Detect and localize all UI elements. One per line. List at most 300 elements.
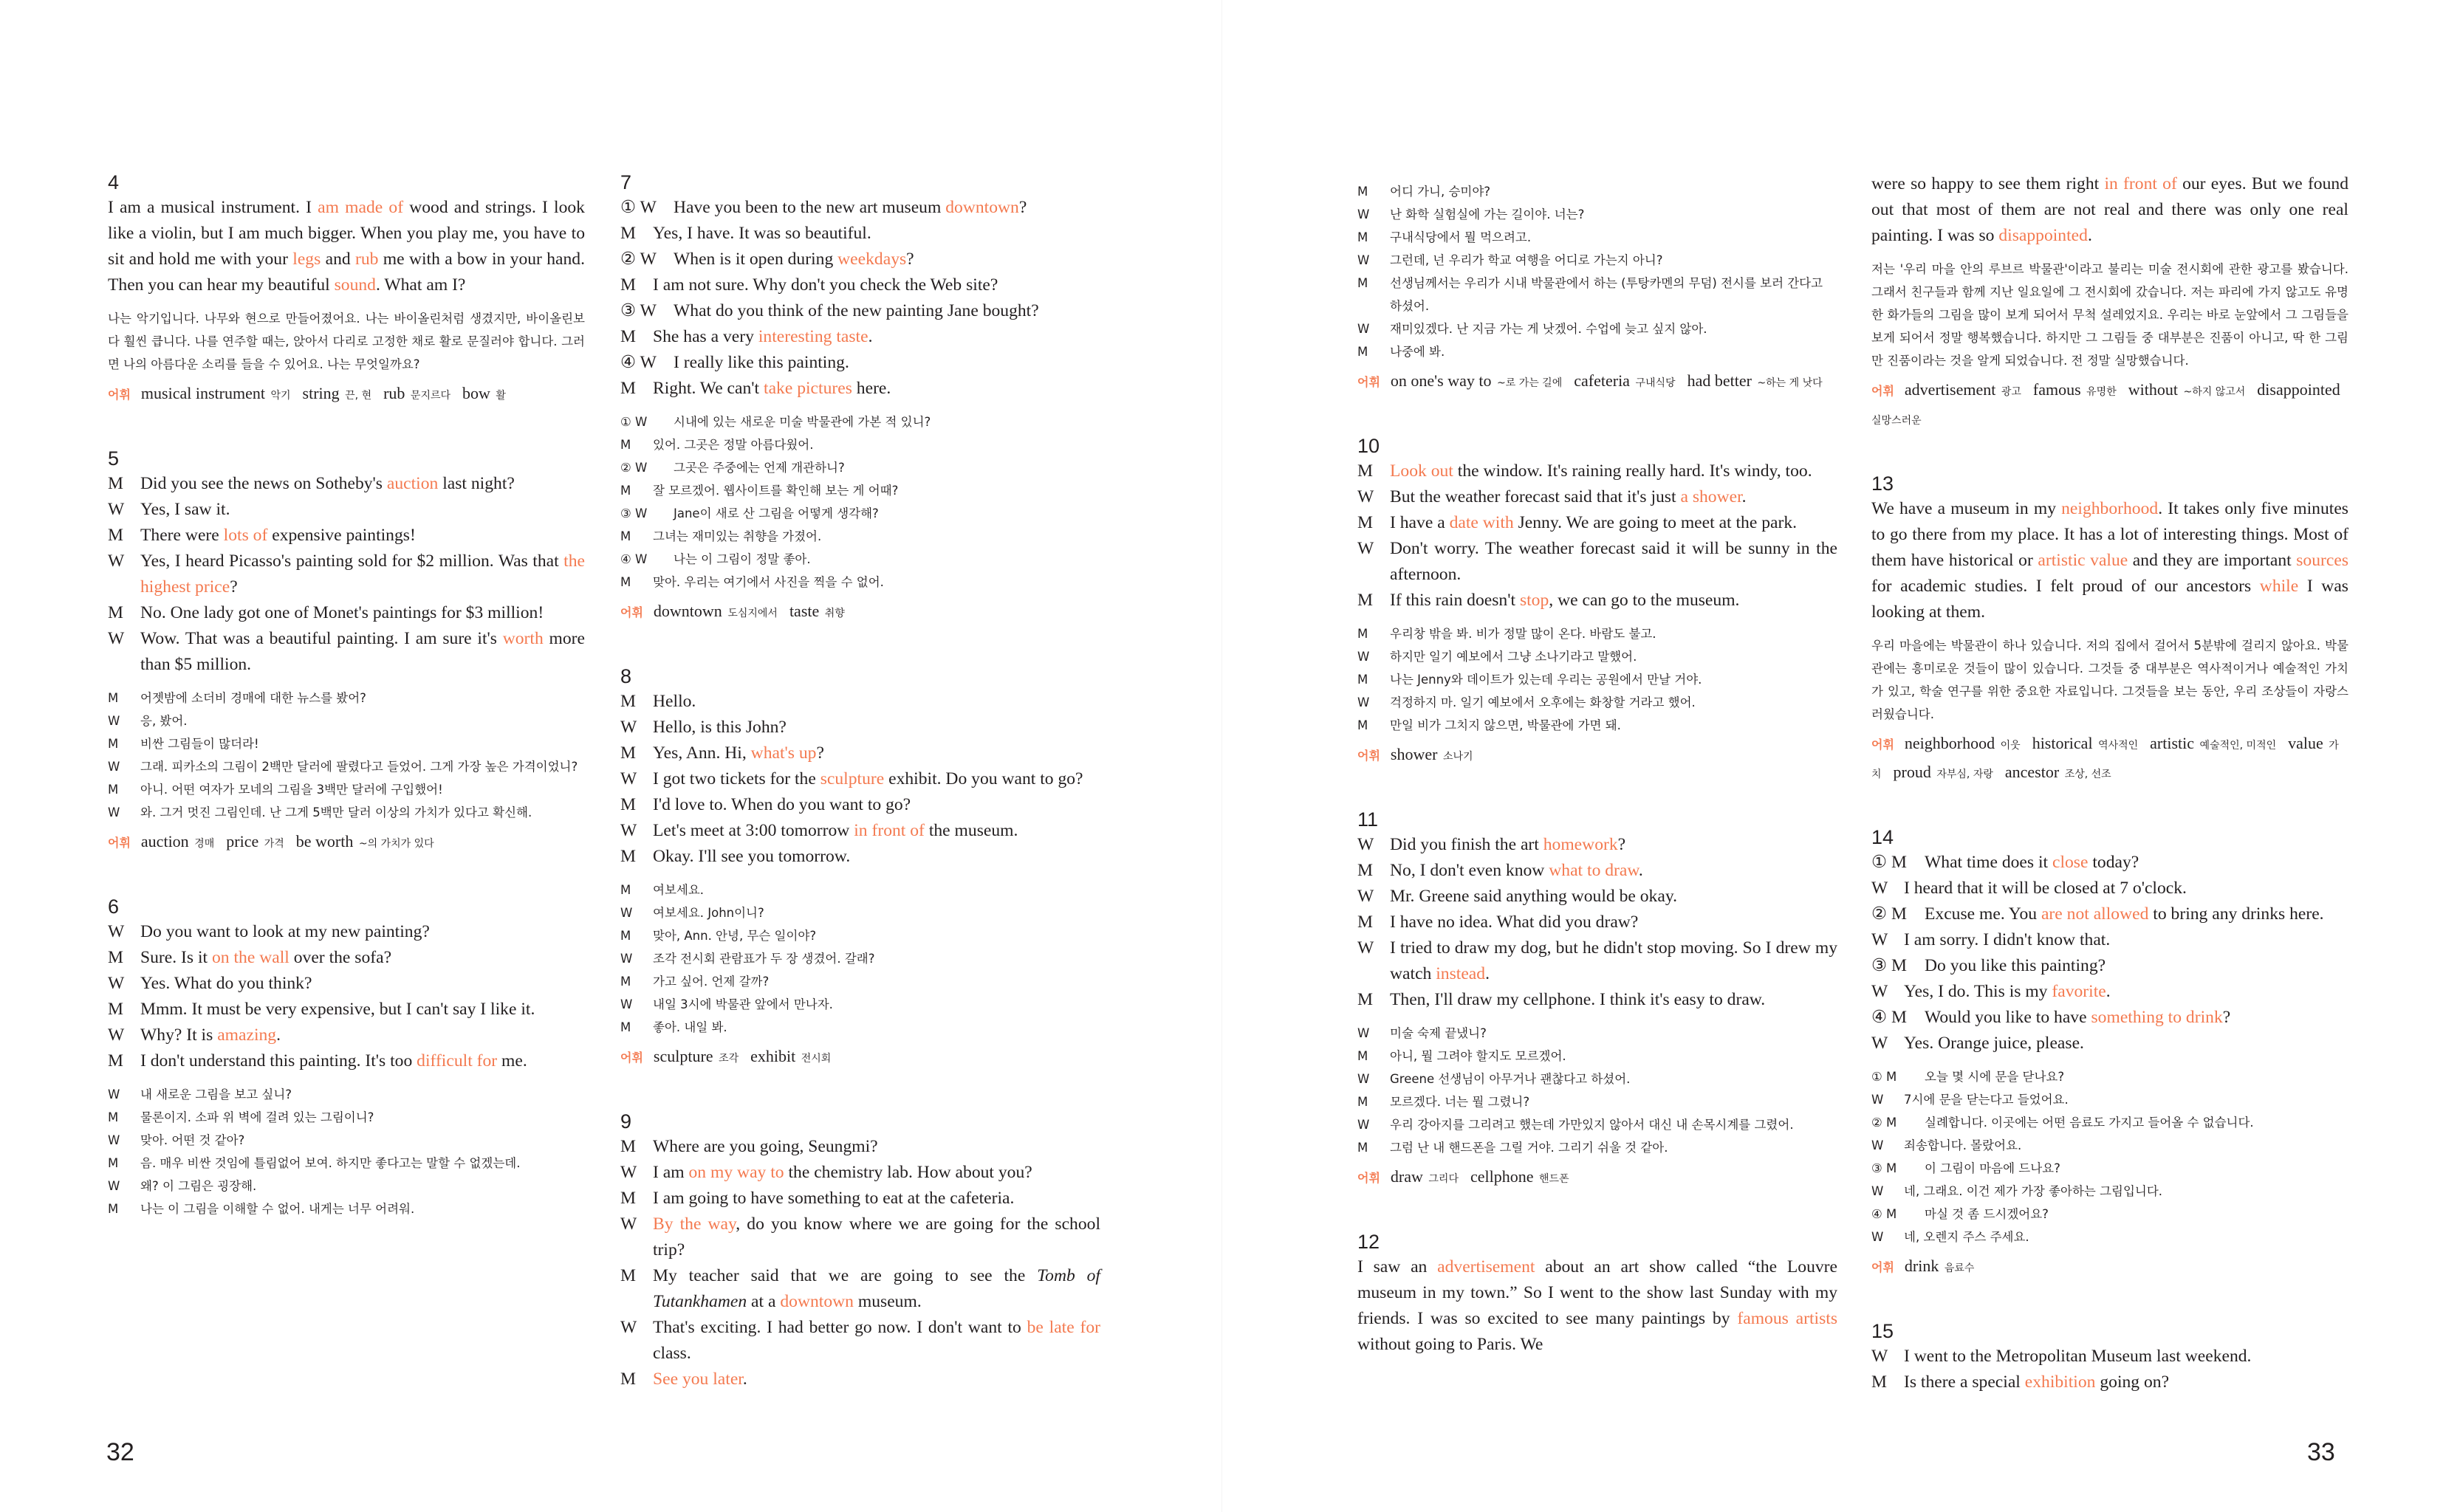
text-run: were so happy to see them right bbox=[1871, 174, 2105, 193]
translation-text: 물론이지. 소파 위 벽에 걸려 있는 그림이니? bbox=[140, 1110, 374, 1124]
speaker-label: W bbox=[1357, 1118, 1370, 1132]
vocab-word: advertisement bbox=[1904, 380, 2000, 399]
dialogue-text bbox=[1390, 510, 1837, 536]
dialogue-text bbox=[653, 766, 1100, 792]
translation-text: 맞아. 우리는 여기에서 사진을 찍을 수 없어. bbox=[653, 575, 884, 589]
translation-text: 나는 Jenny와 데이트가 있는데 우리는 공원에서 만날 거야. bbox=[1390, 673, 1702, 687]
text-run: ? bbox=[816, 743, 824, 763]
vocab-word: artistic bbox=[2150, 734, 2199, 752]
highlighted-phrase: sound bbox=[334, 275, 376, 295]
text-run: Mr. Greene said anything would be okay. bbox=[1390, 887, 1677, 906]
speaker-label: W bbox=[1357, 487, 1374, 506]
text-run: , we can go to the museum. bbox=[1549, 591, 1740, 610]
dialogue-text bbox=[653, 689, 1100, 715]
vocab-meaning: 유명한 bbox=[2086, 386, 2117, 398]
dialogue-text bbox=[674, 350, 1100, 376]
vocab-word: be worth bbox=[295, 832, 357, 850]
text-run: She has a very bbox=[653, 327, 758, 346]
translation-text: 아니, 뭘 그려야 할지도 모르겠어. bbox=[1390, 1049, 1566, 1063]
highlighted-phrase: auction bbox=[386, 474, 439, 493]
vocabulary-list bbox=[1357, 368, 1837, 396]
text-run: Why? It is bbox=[140, 1025, 218, 1045]
question-13 bbox=[1871, 472, 2348, 788]
translation-line bbox=[108, 1197, 585, 1220]
translation-line bbox=[1871, 1157, 2348, 1180]
dialogue-line bbox=[620, 350, 1100, 376]
vocab-word: famous bbox=[2032, 380, 2086, 399]
dialogue-text bbox=[674, 298, 1100, 324]
text-run: I am bbox=[653, 1163, 689, 1182]
dialogue-line bbox=[620, 324, 1100, 350]
dialogue-text bbox=[1904, 1344, 2348, 1370]
text-run: . bbox=[2087, 226, 2092, 245]
translation-text: 모르겠다. 너는 뭘 그렸니? bbox=[1390, 1095, 1530, 1109]
speaker-label: W bbox=[1871, 1184, 1884, 1198]
speaker-label: ① W bbox=[620, 198, 657, 217]
speaker-label: M bbox=[108, 526, 123, 545]
highlighted-phrase: sculpture bbox=[820, 769, 885, 788]
dialogue-line bbox=[1871, 1005, 2348, 1031]
dialogue-text bbox=[1390, 458, 1837, 484]
translation-line bbox=[1357, 668, 1837, 691]
translation-line bbox=[620, 571, 1100, 594]
vocab-meaning: 그리다 bbox=[1428, 1173, 1459, 1185]
speaker-label: M bbox=[1357, 461, 1373, 481]
highlighted-phrase: stop bbox=[1519, 591, 1549, 610]
highlighted-phrase: take pictures bbox=[764, 379, 852, 398]
vocab-meaning: 광고 bbox=[2001, 386, 2021, 398]
translation-line bbox=[1357, 272, 1837, 317]
dialogue-text bbox=[653, 1212, 1100, 1263]
text-run: No, I don't even know bbox=[1390, 861, 1549, 880]
speaker-label: W bbox=[1357, 650, 1370, 664]
text-run: Wow. That was a beautiful painting. I am sure it's bbox=[140, 629, 503, 648]
text-run: the window. It's raining really hard. It's windy, too. bbox=[1453, 461, 1812, 481]
dialogue-line bbox=[620, 1263, 1100, 1315]
translation-text: 이 그림이 마음에 드나요? bbox=[1925, 1161, 2060, 1175]
dialogue-text bbox=[653, 792, 1100, 818]
translation-text: 그럼 난 내 핸드폰을 그릴 거야. 그리기 쉬울 것 같아. bbox=[1390, 1141, 1668, 1155]
highlighted-phrase: in front of bbox=[2104, 174, 2177, 193]
vocab-meaning: 자부심, 자랑 bbox=[1936, 769, 1993, 780]
dialogue-line bbox=[620, 272, 1100, 298]
translation-line bbox=[1357, 340, 1837, 363]
question-9 bbox=[620, 1110, 1100, 1392]
translation-line bbox=[620, 479, 1100, 502]
text-run: Hello, is this John? bbox=[653, 718, 787, 737]
vocab-meaning: 핸드폰 bbox=[1539, 1173, 1569, 1185]
translation-dialogue bbox=[1871, 1065, 2348, 1248]
speaker-label: ③ M bbox=[1871, 1161, 1897, 1175]
page-number-right: 33 bbox=[2307, 1438, 2335, 1466]
speaker-label: W bbox=[108, 629, 125, 648]
text-run: Sure. Is it bbox=[140, 948, 212, 967]
translation-text: 나는 악기입니다. 나무와 현으로 만들어졌어요. 나는 바이올린처럼 생겼지만, 바이올린보다 훨씬 큽니다. 나를 연주할 때는, 앉아서 다리로 고정한 채로 활로 문질러야 합니다. 그러면 나의 아름다운 소리를 들을 수 있어요. 나는 무엇일까요? bbox=[108, 312, 585, 371]
dialogue-line bbox=[1871, 953, 2348, 979]
text-run: . bbox=[1741, 487, 1747, 506]
vocab-word: exhibit bbox=[750, 1047, 800, 1065]
translation-line bbox=[1357, 1113, 1837, 1136]
dialogue-text bbox=[1390, 910, 1837, 935]
question-number: 11 bbox=[1357, 808, 1379, 831]
text-run: That's exciting. I had better go now. I don't want to bbox=[653, 1318, 1027, 1337]
vocab-meaning: 구내식당 bbox=[1635, 377, 1676, 389]
highlighted-phrase: amazing bbox=[217, 1025, 277, 1045]
speaker-label: W bbox=[620, 1163, 637, 1182]
dialogue-text bbox=[1925, 953, 2348, 979]
translation-line bbox=[620, 879, 1100, 901]
vocab-tag: 어휘 bbox=[1871, 738, 1894, 752]
translation-line bbox=[108, 778, 585, 801]
dialogue-line bbox=[108, 471, 585, 497]
translation-text: 좋아. 내일 봐. bbox=[653, 1020, 727, 1034]
translation-line bbox=[620, 548, 1100, 571]
dialogue-text bbox=[1390, 536, 1837, 588]
dialogue-line bbox=[620, 1212, 1100, 1263]
translation-text: 하지만 일기 예보에서 그냥 소나기라고 말했어. bbox=[1390, 650, 1637, 664]
column-1 bbox=[108, 171, 585, 1259]
text-run: I tried to draw my dog, but he didn't stop moving. So I drew my watch bbox=[1390, 938, 1837, 983]
text-run: If this rain doesn't bbox=[1390, 591, 1520, 610]
speaker-label: W bbox=[108, 1133, 120, 1147]
question-10 bbox=[1357, 435, 1837, 770]
text-run: Have you been to the new art museum bbox=[674, 198, 946, 217]
translation-text: 그래. 피카소의 그림이 2백만 달러에 팔렸다고 들었어. 그게 가장 높은 가격이었니? bbox=[140, 760, 578, 774]
vocab-meaning: 음료수 bbox=[1944, 1262, 1975, 1274]
vocab-word: sculpture bbox=[653, 1047, 718, 1065]
speaker-label: M bbox=[620, 1370, 636, 1389]
dialogue-line bbox=[1871, 876, 2348, 901]
vocabulary-list bbox=[1871, 1253, 2348, 1282]
dialogue-text bbox=[140, 945, 585, 971]
speaker-label: M bbox=[1357, 913, 1373, 932]
translation-line bbox=[1357, 645, 1837, 668]
speaker-label: M bbox=[620, 883, 631, 897]
speaker-label: W bbox=[1357, 539, 1374, 558]
highlighted-phrase: disappointed bbox=[1998, 226, 2088, 245]
vocab-word: musical instrument bbox=[140, 384, 270, 402]
dialogue-text bbox=[653, 740, 1100, 766]
vocabulary-list bbox=[108, 828, 585, 857]
dialogue-line bbox=[620, 298, 1100, 324]
text-run: . bbox=[742, 1370, 747, 1389]
translation-text: 여보세요. bbox=[653, 883, 705, 897]
dialogue-text bbox=[1925, 901, 2348, 927]
translation-text: 죄송합니다. 몰랐어요. bbox=[1904, 1138, 2022, 1152]
translation-text: 그녀는 재미있는 취향을 가졌어. bbox=[653, 529, 822, 543]
text-run: Yes. What do you think? bbox=[140, 974, 312, 993]
dialogue-text bbox=[653, 1263, 1100, 1315]
vocab-word: shower bbox=[1390, 745, 1442, 763]
translation-dialogue bbox=[1357, 622, 1837, 737]
question-4 bbox=[108, 171, 585, 409]
translation-line bbox=[1871, 1134, 2348, 1157]
speaker-label: M bbox=[1357, 230, 1368, 244]
text-run: ? bbox=[906, 250, 914, 269]
text-run: for academic studies. I felt proud of our ancestors bbox=[1871, 577, 2260, 596]
speaker-label: W bbox=[108, 1179, 120, 1193]
translation-text: 비싼 그림들이 많더라! bbox=[140, 737, 259, 751]
vocab-meaning: 조각 bbox=[719, 1053, 739, 1065]
translation-line bbox=[620, 433, 1100, 456]
highlighted-phrase: homework bbox=[1543, 835, 1618, 854]
speaker-label: M bbox=[620, 379, 636, 398]
vocab-meaning: 끈, 현 bbox=[345, 390, 372, 402]
text-run: Let's meet at 3:00 tomorrow bbox=[653, 821, 854, 840]
dialogue-text bbox=[653, 1186, 1100, 1212]
dialogue-line bbox=[620, 689, 1100, 715]
speaker-label: M bbox=[108, 1110, 119, 1124]
vocab-word: had better bbox=[1687, 371, 1756, 390]
dialogue-text bbox=[1904, 927, 2348, 953]
translation-text: 만일 비가 그치지 않으면, 박물관에 가면 돼. bbox=[1390, 718, 1621, 732]
speaker-label: M bbox=[620, 1137, 636, 1156]
translation-line bbox=[108, 1152, 585, 1175]
speaker-label: M bbox=[1357, 673, 1368, 687]
speaker-label: ② W bbox=[620, 461, 648, 475]
text-run: more than $5 million. bbox=[140, 629, 585, 674]
translation-line bbox=[1871, 1180, 2348, 1203]
text-run: Yes. Orange juice, please. bbox=[1904, 1034, 2084, 1053]
translation-line bbox=[1357, 226, 1837, 249]
text-run: I heard that it will be closed at 7 o'clock. bbox=[1904, 879, 2187, 898]
text-run: over the sofa? bbox=[289, 948, 392, 967]
translation-line bbox=[620, 456, 1100, 479]
speaker-label: M bbox=[1871, 1372, 1887, 1392]
vocab-word: bow bbox=[462, 384, 495, 402]
highlighted-phrase: See you later bbox=[653, 1370, 743, 1389]
vocab-meaning: 취향 bbox=[824, 608, 845, 619]
dialogue-text bbox=[1925, 850, 2348, 876]
translation-text: 네, 그래요. 이건 제가 가장 좋아하는 그림입니다. bbox=[1904, 1184, 2163, 1198]
dialogue-line bbox=[620, 247, 1100, 272]
translation-line bbox=[108, 1129, 585, 1152]
translation-text: Greene 선생님이 아무거나 괜찮다고 하셨어. bbox=[1390, 1072, 1631, 1086]
speaker-label: W bbox=[108, 1025, 125, 1045]
speaker-label: ② M bbox=[1871, 904, 1908, 924]
translation-line bbox=[620, 947, 1100, 970]
dialogue-text bbox=[653, 1367, 1100, 1392]
dialogue-text bbox=[140, 497, 585, 523]
highlighted-phrase: artistic value bbox=[2038, 551, 2128, 570]
dialogue-line bbox=[620, 221, 1100, 247]
speaker-label: W bbox=[620, 821, 637, 840]
highlighted-phrase: something to drink bbox=[2091, 1008, 2223, 1027]
vocab-word: value bbox=[2288, 734, 2328, 752]
text-run: going on? bbox=[2095, 1372, 2170, 1392]
highlighted-phrase: what to draw bbox=[1549, 861, 1639, 880]
speaker-label: W bbox=[108, 551, 125, 571]
translation-line bbox=[620, 410, 1100, 433]
translation-line bbox=[620, 924, 1100, 947]
translation-line bbox=[108, 1106, 585, 1129]
text-run: Then, I'll draw my cellphone. I think it's easy to draw. bbox=[1390, 990, 1766, 1009]
speaker-label: ② W bbox=[620, 250, 657, 269]
vocab-meaning: ~하지 않고서 bbox=[2183, 386, 2246, 398]
vocabulary-list bbox=[1357, 1164, 1837, 1192]
vocab-tag: 어휘 bbox=[1357, 375, 1380, 389]
dialogue-text bbox=[653, 221, 1100, 247]
translation-line bbox=[1357, 714, 1837, 737]
dialogue-text bbox=[1390, 588, 1837, 614]
text-run: Yes, Ann. Hi, bbox=[653, 743, 751, 763]
dialogue-line bbox=[1871, 850, 2348, 876]
highlighted-phrase: downtown bbox=[945, 198, 1019, 217]
speaker-label: W bbox=[1357, 1072, 1370, 1086]
highlighted-phrase: interesting taste bbox=[758, 327, 868, 346]
text-run: last night? bbox=[438, 474, 515, 493]
speaker-label: M bbox=[620, 1266, 636, 1285]
question-number: 4 bbox=[108, 171, 120, 193]
translation-text: 나는 이 그림을 이해할 수 없어. 내게는 너무 어려워. bbox=[140, 1202, 415, 1216]
dialogue-line bbox=[108, 497, 585, 523]
translation-line bbox=[108, 1083, 585, 1106]
speaker-label: M bbox=[108, 474, 123, 493]
speaker-label: W bbox=[108, 1087, 120, 1102]
speaker-label: M bbox=[620, 975, 631, 989]
vocab-tag: 어휘 bbox=[1357, 749, 1380, 763]
highlighted-phrase: instead bbox=[1436, 964, 1486, 983]
speaker-label: W bbox=[1871, 1347, 1888, 1366]
vocab-word: neighborhood bbox=[1904, 734, 1999, 752]
text-run: our eyes. But we found out that most of them are not real and there was only one real painting. I was so bbox=[1871, 174, 2348, 245]
text-run: I'd love to. When do you want to go? bbox=[653, 795, 911, 814]
vocab-meaning: ~로 가는 길에 bbox=[1496, 377, 1563, 389]
speaker-label: M bbox=[620, 692, 636, 711]
translation-dialogue bbox=[108, 1083, 585, 1220]
speaker-label: W bbox=[1871, 1093, 1884, 1107]
translation-text: 가고 싶어. 언제 갈까? bbox=[653, 975, 770, 989]
translation-text: 구내식당에서 뭘 먹으려고. bbox=[1390, 230, 1532, 244]
text-run: Did you see the news on Sotheby's bbox=[140, 474, 387, 493]
question-number: 14 bbox=[1871, 826, 1894, 848]
monologue-text bbox=[1871, 171, 2348, 249]
question-continued bbox=[1871, 171, 2348, 434]
vocabulary-list bbox=[1871, 377, 2348, 434]
translation-text: 맞아, Ann. 안녕, 무슨 일이야? bbox=[653, 929, 817, 943]
highlighted-phrase: famous artists bbox=[1737, 1309, 1838, 1328]
dialogue-text bbox=[140, 523, 585, 549]
dialogue-line bbox=[1357, 510, 1837, 536]
text-run: Mmm. It must be very expensive, but I can't say I like it. bbox=[140, 1000, 535, 1019]
dialogue-line bbox=[620, 844, 1100, 870]
translation-line bbox=[108, 687, 585, 709]
dialogue-text bbox=[1390, 987, 1837, 1013]
speaker-label: M bbox=[1357, 1049, 1368, 1063]
question-continued bbox=[1357, 180, 1837, 396]
text-run: ? bbox=[1617, 835, 1626, 854]
text-run: . bbox=[1485, 964, 1490, 983]
question-number: 5 bbox=[108, 447, 120, 470]
dialogue-line bbox=[1871, 1031, 2348, 1056]
text-run: ? bbox=[2222, 1008, 2231, 1027]
speaker-label: M bbox=[620, 224, 636, 243]
vocab-tag: 어휘 bbox=[620, 605, 643, 619]
speaker-label: ③ W bbox=[620, 301, 657, 320]
dialogue-line bbox=[620, 715, 1100, 740]
vocab-word: cellphone bbox=[1470, 1167, 1538, 1186]
text-run: here. bbox=[852, 379, 891, 398]
text-run: me. bbox=[497, 1051, 527, 1071]
text-run: . bbox=[276, 1025, 281, 1045]
question-number: 15 bbox=[1871, 1320, 1894, 1342]
dialogue-line bbox=[620, 1367, 1100, 1392]
dialogue-line bbox=[1357, 987, 1837, 1013]
highlighted-phrase: on my way to bbox=[688, 1163, 784, 1182]
speaker-label: W bbox=[620, 1214, 637, 1234]
speaker-label: ④ W bbox=[620, 552, 648, 566]
translation-line bbox=[620, 525, 1100, 548]
highlighted-phrase: Look out bbox=[1390, 461, 1453, 481]
highlighted-phrase: neighborhood bbox=[2061, 499, 2159, 518]
dialogue-text bbox=[1904, 979, 2348, 1005]
highlighted-phrase: By the way bbox=[653, 1214, 736, 1234]
vocab-meaning: 이웃 bbox=[2000, 740, 2021, 752]
translation-line bbox=[620, 993, 1100, 1016]
translation-text: 우리창 밖을 봐. 비가 정말 많이 온다. 바람도 불고. bbox=[1390, 627, 1656, 641]
speaker-label: W bbox=[1357, 938, 1374, 958]
speaker-label: M bbox=[1357, 990, 1373, 1009]
speaker-label: ③ M bbox=[1871, 956, 1908, 975]
text-run: Where are you going, Seungmi? bbox=[653, 1137, 878, 1156]
translation-line bbox=[1357, 1045, 1837, 1068]
text-run: Is there a special bbox=[1904, 1372, 2025, 1392]
vocab-meaning: 악기 bbox=[270, 390, 291, 402]
translation-line bbox=[108, 1175, 585, 1197]
speaker-label: M bbox=[620, 1189, 636, 1208]
speaker-label: W bbox=[1357, 835, 1374, 854]
dialogue-line bbox=[1357, 588, 1837, 614]
speaker-label: M bbox=[620, 1020, 631, 1034]
dialogue-line bbox=[108, 945, 585, 971]
speaker-label: W bbox=[1871, 1138, 1884, 1152]
speaker-label: ① W bbox=[620, 415, 648, 429]
dialogue-text bbox=[1390, 884, 1837, 910]
speaker-label: ④ M bbox=[1871, 1008, 1908, 1027]
speaker-label: M bbox=[620, 929, 631, 943]
highlighted-phrase: be late for bbox=[1027, 1318, 1100, 1337]
highlighted-phrase: weekdays bbox=[837, 250, 907, 269]
dialogue-line bbox=[620, 766, 1100, 792]
dialogue-line bbox=[620, 818, 1100, 844]
column-3 bbox=[1357, 171, 1837, 1396]
text-run: When is it open during bbox=[674, 250, 838, 269]
dialogue-line bbox=[108, 997, 585, 1023]
translation-text: 선생님께서는 우리가 시내 박물관에서 하는 (투탕카멘의 무덤) 전시를 보러 간다고 하셨어. bbox=[1390, 276, 1823, 313]
vocab-tag: 어휘 bbox=[1357, 1171, 1380, 1185]
text-run: at a bbox=[747, 1292, 781, 1311]
text-run: I really like this painting. bbox=[674, 353, 849, 372]
text-run: ? bbox=[230, 577, 238, 597]
text-run: I have a bbox=[1390, 513, 1450, 532]
text-run: I am not sure. Why don't you check the Web site? bbox=[653, 275, 998, 295]
monologue-text bbox=[108, 195, 585, 298]
translation-dialogue bbox=[1357, 1022, 1837, 1159]
speaker-label: M bbox=[108, 737, 119, 751]
text-run: today? bbox=[2088, 853, 2139, 872]
highlighted-phrase: favorite bbox=[2052, 982, 2106, 1001]
text-run: Would you like to have bbox=[1925, 1008, 2091, 1027]
dialogue-line bbox=[1871, 1370, 2348, 1395]
speaker-label: M bbox=[1357, 591, 1373, 610]
translation-text: 그런데, 넌 우리가 학교 여행을 어디로 가는지 아니? bbox=[1390, 253, 1663, 267]
speaker-label: M bbox=[108, 691, 119, 705]
speaker-label: M bbox=[108, 1202, 119, 1216]
speaker-label: M bbox=[1357, 861, 1373, 880]
highlighted-phrase: legs bbox=[292, 250, 321, 269]
speaker-label: M bbox=[108, 1000, 123, 1019]
speaker-label: M bbox=[620, 438, 631, 452]
